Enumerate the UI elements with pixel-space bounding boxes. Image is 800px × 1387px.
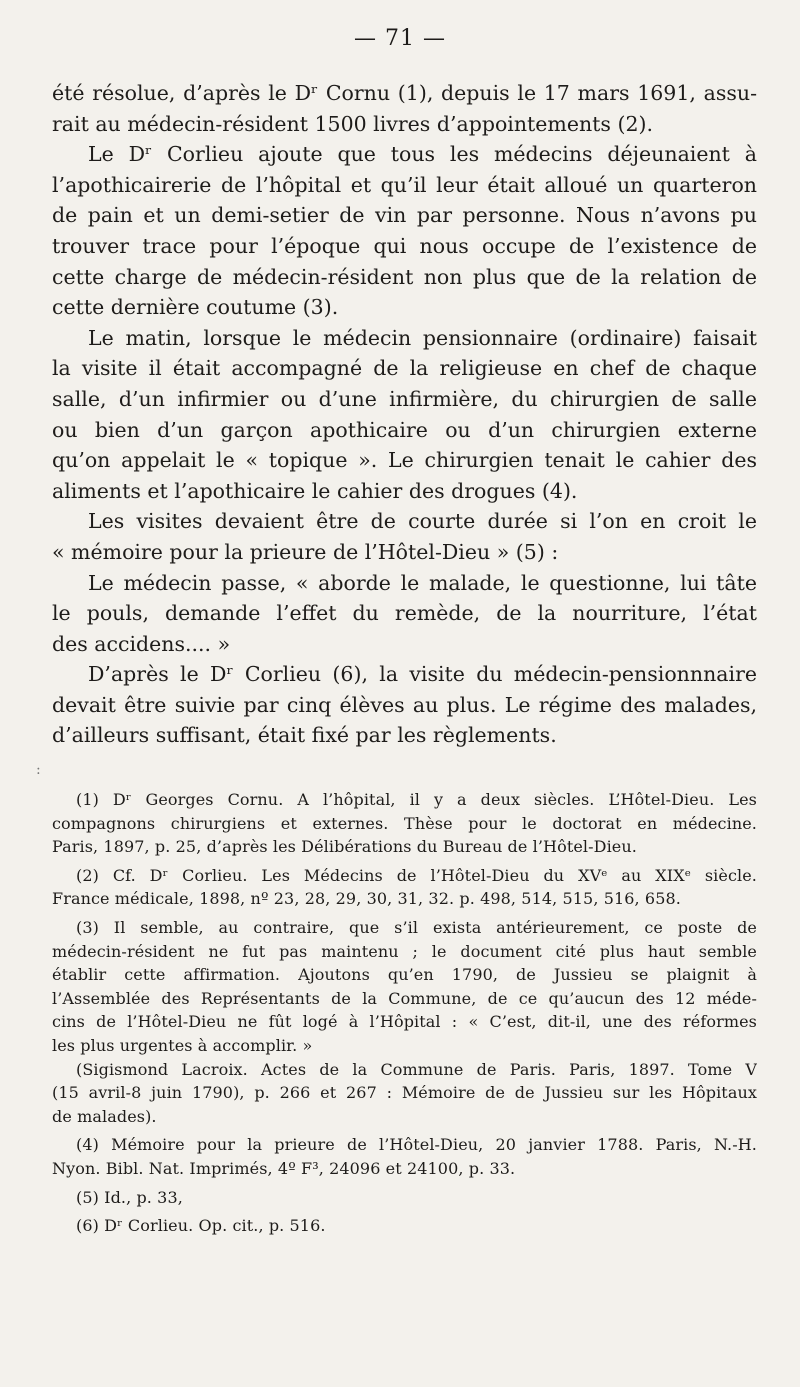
text-line: Le Dʳ Corlieu ajoute que tous les médecins déjeunaient à xyxy=(88,142,757,167)
text-line: été résolue, d’après le Dʳ Cornu (1), depuis le 17 mars 1691, assu- xyxy=(52,81,757,105)
footnote-line: (5) Id., p. 33, xyxy=(76,1187,183,1207)
footnote-line: (Sigismond Lacroix. Actes de la Commune de Paris. Paris, 1897. Tome V xyxy=(76,1059,757,1079)
text-line: le pouls, demande l’effet du remède, de la nourriture, l’état xyxy=(52,601,757,626)
footnotes xyxy=(52,788,757,1238)
footnote-line: Nyon. Bibl. Nat. Imprimés, 4º F³, 24096 et 24100, p. 33. xyxy=(52,1158,516,1178)
footnote-line: Paris, 1897, p. 25, d’après les Délibérations du Bureau de l’Hôtel-Dieu. xyxy=(52,837,637,857)
text-line: aliments et l’apothicaire le cahier des drogues (4). xyxy=(52,478,578,503)
footnote-line: (6) Dʳ Corlieu. Op. cit., p. 516. xyxy=(76,1216,326,1236)
text-line: la visite il était accompagné de la religieuse en chef de chaque xyxy=(52,356,757,381)
text-line: devait être suivie par cinq élèves au plus. Le régime des malades, xyxy=(52,692,757,717)
text-line: trouver trace pour l’époque qui nous occupe de l’existence de xyxy=(52,233,757,258)
text-line: rait au médecin-résident 1500 livres d’appointements (2). xyxy=(52,111,654,136)
text-line: qu’on appelait le « topique ». Le chirurgien tenait le cahier des xyxy=(52,448,757,473)
footnote-line: de malades). xyxy=(52,1106,157,1126)
text-line: Le médecin passe, « aborde le malade, le questionne, lui tâte xyxy=(88,570,757,595)
text-line: « mémoire pour la prieure de l’Hôtel-Dieu » (5) : xyxy=(52,539,559,564)
footnote-line: les plus urgentes à accomplir. » xyxy=(52,1035,313,1055)
page-number: — 71 — xyxy=(354,26,446,51)
text-line: ou bien d’un garçon apothicaire ou d’un chirurgien externe xyxy=(52,417,757,442)
footnote-line: (1) Dʳ Georges Cornu. A l’hôpital, il y a deux siècles. L’Hôtel-Dieu. Les xyxy=(76,790,757,809)
main-text xyxy=(52,78,757,751)
text-line: l’apothicairerie de l’hôpital et qu’il leur était alloué un quarteron xyxy=(52,172,757,197)
text-line: d’ailleurs suffisant, était fixé par les règlements. xyxy=(52,723,557,748)
text-line: cette dernière coutume (3). xyxy=(52,295,339,320)
footnote-line: France médicale, 1898, nº 23, 28, 29, 30, 31, 32. p. 498, 514, 515, 516, 658. xyxy=(52,889,681,909)
footnote-line: (3) Il semble, au contraire, que s’il exista antérieurement, ce poste de xyxy=(76,917,757,937)
footnote-line: compagnons chirurgiens et externes. Thèse pour le doctorat en médecine. xyxy=(52,813,757,833)
footnote-line: (2) Cf. Dʳ Corlieu. Les Médecins de l’Hôtel-Dieu du XVᵉ au XIXᵉ siècle. xyxy=(76,865,757,885)
text-line: Les visites devaient être de courte durée si l’on en croit le xyxy=(88,509,757,534)
text-line: des accidens.... » xyxy=(52,631,231,656)
text-line: D’après le Dʳ Corlieu (6), la visite du médecin-pensionnnaire xyxy=(88,662,757,687)
text-line: Le matin, lorsque le médecin pensionnaire (ordinaire) faisait xyxy=(88,325,757,350)
footnote-line: (15 avril-8 juin 1790), p. 266 et 267 : Mémoire de de Jussieu sur les Hôpitaux xyxy=(52,1083,757,1103)
footnote-line: l’Assemblée des Représentants de la Commune, de ce qu’aucun des 12 méde- xyxy=(52,988,757,1008)
footnote-line: établir cette affirmation. Ajoutons qu’en 1790, de Jussieu se plaignit à xyxy=(52,965,757,985)
text-line: cette charge de médecin-résident non plus que de la relation de xyxy=(52,264,757,289)
footnote-line: (4) Mémoire pour la prieure de l’Hôtel-Dieu, 20 janvier 1788. Paris, N.-H. xyxy=(76,1135,757,1155)
text-line: de pain et un demi-setier de vin par personne. Nous n’avons pu xyxy=(52,203,757,228)
text-line: salle, d’un infirmier ou d’une infirmière, du chirurgien de salle xyxy=(52,386,757,411)
margin-mark: : xyxy=(36,762,41,778)
footnote-line: cins de l’Hôtel-Dieu ne fût logé à l’Hôpital : « C’est, dit-il, une des réformes xyxy=(52,1012,757,1032)
footnote-line: médecin-résident ne fut pas maintenu ; le document cité plus haut semble xyxy=(52,941,757,961)
